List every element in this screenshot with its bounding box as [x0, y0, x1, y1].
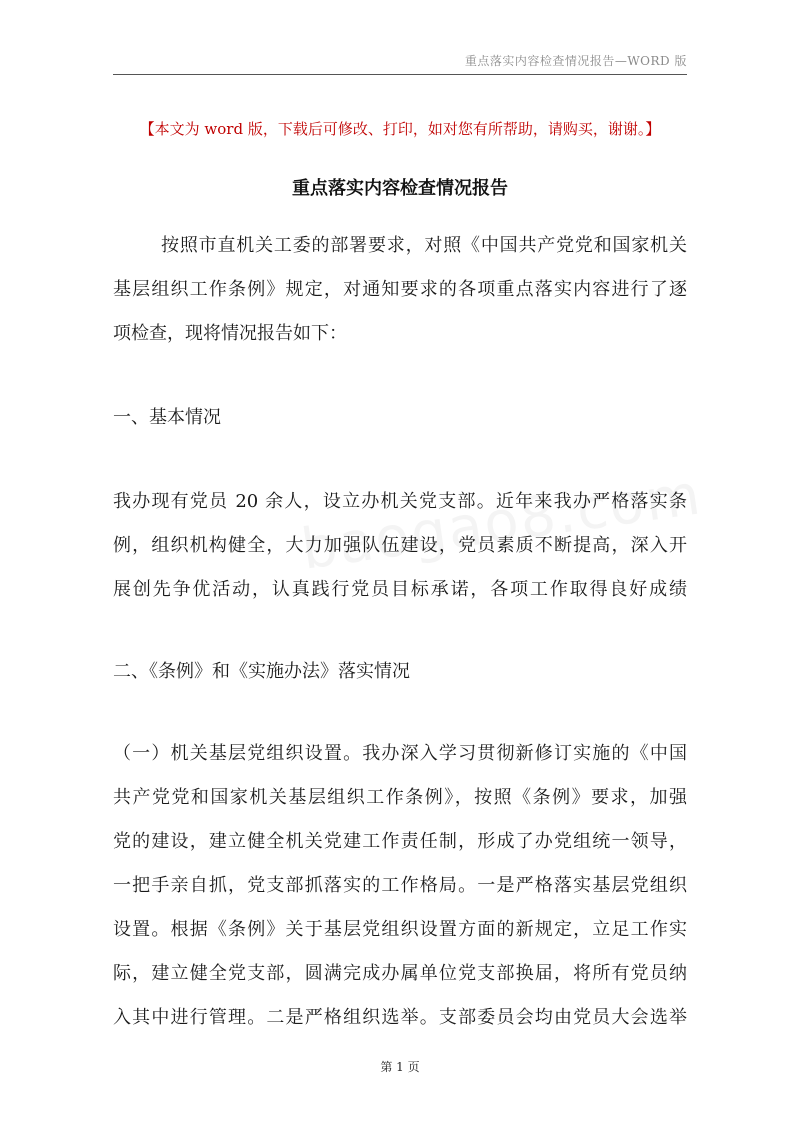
section2-line-3: 党的建设，建立健全机关党建工作责任制，形成了办党组统一领导， [113, 831, 687, 852]
header-divider [113, 74, 687, 75]
section1-line-3: 展创先争优活动，认真践行党员目标承诺，各项工作取得良好成绩 [113, 579, 687, 600]
section1-line-2: 例，组织机构健全，大力加强队伍建设，党员素质不断提高，深入开 [113, 535, 687, 556]
document-title: 重点落实内容检查情况报告 [292, 178, 508, 199]
intro-line-3: 项检查，现将情况报告如下： [113, 323, 347, 344]
section2-line-6: 际，建立健全党支部，圆满完成办属单位党支部换届，将所有党员纳 [113, 963, 687, 984]
intro-line-2: 基层组织工作条例》规定，对通知要求的各项重点落实内容进行了逐 [113, 279, 687, 300]
section2-line-1: （一）机关基层党组织设置。我办深入学习贯彻新修订实施的《中国 [113, 743, 687, 764]
section-heading-basic: 一、基本情况 [113, 407, 221, 428]
section2-line-4: 一把手亲自抓，党支部抓落实的工作格局。一是严格落实基层党组织 [113, 875, 687, 896]
running-header: 重点落实内容检查情况报告—WORD 版 [464, 54, 687, 68]
section1-line-1: 我办现有党员 20 余人，设立办机关党支部。近年来我办严格落实条 [113, 491, 687, 512]
section2-line-7: 入其中进行管理。二是严格组织选举。支部委员会均由党员大会选举 [113, 1007, 687, 1028]
page-number: 第 1 页 [380, 1060, 420, 1074]
intro-line-1: 按照市直机关工委的部署要求，对照《中国共产党党和国家机关 [161, 235, 687, 256]
section-heading-implementation: 二、《条例》和《实施办法》落实情况 [113, 661, 410, 682]
watermark [297, 462, 705, 582]
purchase-notice: 【本文为 word 版，下载后可修改、打印，如对您有所帮助，请购买，谢谢。】 [139, 120, 661, 138]
section2-line-5: 设置。根据《条例》关于基层党组织设置方面的新规定，立足工作实 [113, 919, 687, 940]
section2-line-2: 共产党党和国家机关基层组织工作条例》，按照《条例》要求，加强 [113, 787, 687, 808]
